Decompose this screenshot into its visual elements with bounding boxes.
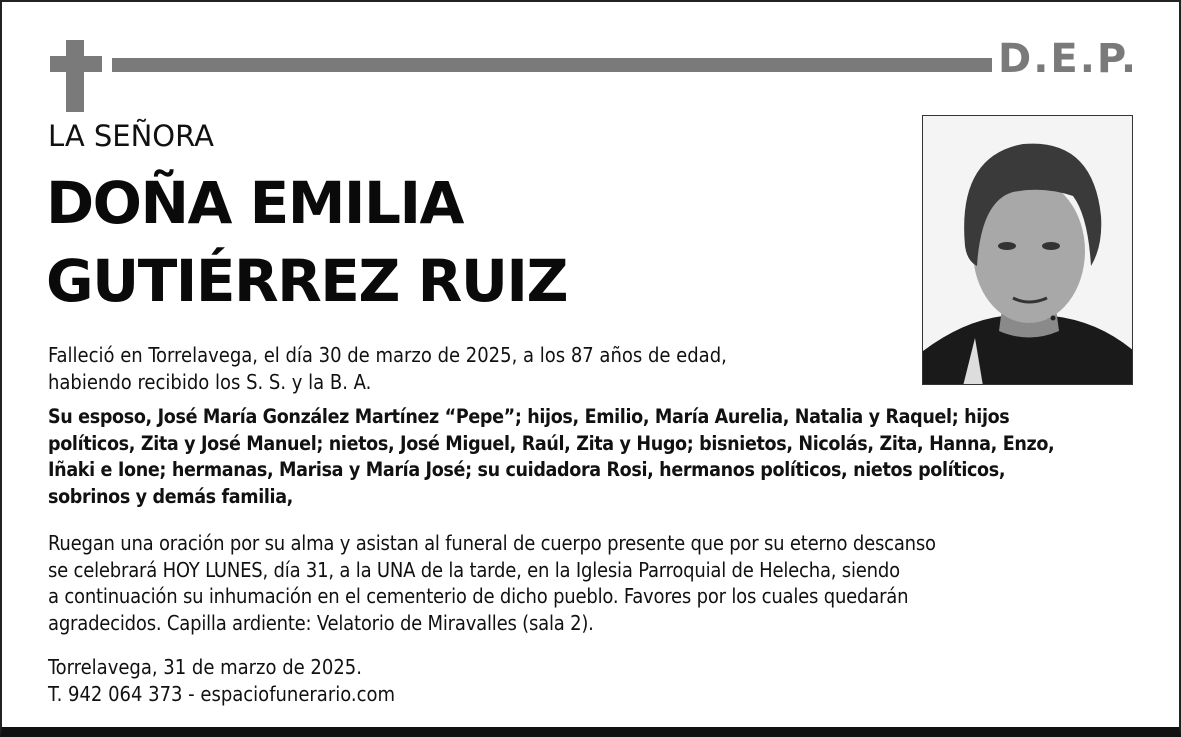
death-info-line: Falleció en Torrelavega, el día 30 de marzo de 2025, a los 87 años de edad, [48, 343, 727, 367]
deceased-name [46, 164, 567, 320]
death-info [48, 342, 908, 395]
funeral-line: a continuación su inhumación en el cementerio de dicho pueblo. Favores por los cuales quedarán [48, 584, 909, 608]
death-info-line: habiendo recibido los S. S. y la B. A. [48, 369, 372, 394]
footer-info [48, 654, 848, 707]
funeral-line: Ruegan una oración por su alma y asistan al funeral de cuerpo presente que por su eterno descanso [48, 531, 936, 555]
footer-contact: T. 942 064 373 - espaciofunerario.com [48, 681, 396, 706]
family-line: sobrinos y demás familia, [48, 484, 293, 508]
family-line: Su esposo, José María González Martínez “Pepe”; hijos, Emilio, María Aurelia, Natalia y Raquel; hijos [48, 405, 1010, 428]
funeral-details [48, 530, 1158, 636]
portrait-photo [922, 115, 1133, 385]
dep-badge: D.E.P. [998, 36, 1139, 82]
deceased-name-line2: GUTIÉRREZ RUIZ [46, 247, 568, 315]
funeral-line: agradecidos. Capilla ardiente: Velatorio de Miravalles (sala 2). [48, 610, 594, 635]
family-line: Iñaki e Ione; hermanas, Marisa y María José; su cuidadora Rosi, hermanos políticos, nietos políticos, [48, 458, 1006, 481]
portrait-image [923, 116, 1133, 385]
family-line: políticos, Zita y José Manuel; nietos, José Miguel, Raúl, Zita y Hugo; bisnietos, Nicolás, Zita, Hanna, Enzo, [48, 431, 1055, 455]
family-list [48, 404, 1158, 510]
funeral-line: se celebrará HOY LUNES, día 31, a la UNA de la tarde, en la Iglesia Parroquial de Helecha, siendo [48, 557, 900, 582]
cross-icon [50, 40, 102, 112]
header-rule [112, 58, 992, 72]
deceased-name-line1: DOÑA EMILIA [46, 169, 463, 237]
footer-date: Torrelavega, 31 de marzo de 2025. [48, 655, 362, 679]
deceased-prefix: LA SEÑORA [48, 119, 214, 153]
